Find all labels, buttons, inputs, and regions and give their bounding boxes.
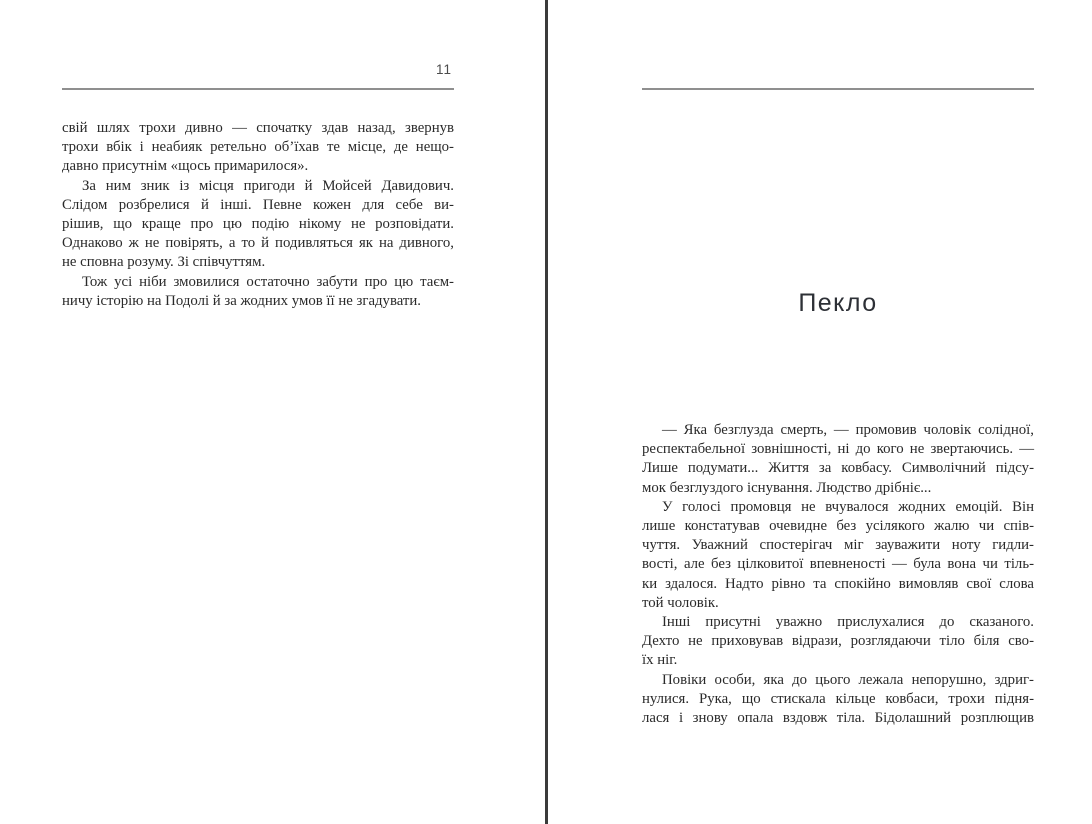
body-line: свій шлях трохи дивно — спочатку здав назад, звернув (62, 120, 454, 136)
paragraph (642, 421, 1034, 498)
body-line: Дехто не приховував відрази, розглядаючи тіло біля сво- (642, 633, 1034, 650)
page-number: 11 (435, 62, 452, 77)
paragraph (642, 498, 1034, 613)
left-page (62, 0, 454, 824)
body-line: ки здалося. Надто рівно та спокійно вимовляв свої слова (642, 575, 1034, 592)
paragraph (642, 671, 1034, 729)
body-line: Лише подумати... Життя за ковбасу. Символічний підсу- (642, 460, 1034, 477)
body-line: трохи вбік і неабияк ретельно об’їхав те місце, де нещо- (62, 139, 454, 156)
body-line: У голосі промовця не вчувалося жодних емоцій. Він (662, 498, 1034, 515)
body-line: ничу історію на Подолі й за жодних умов її не згадувати. (62, 292, 422, 309)
body-line: вості, але без цілковитої впевненості — була вона чи тіль- (642, 556, 1034, 573)
body-line: давно присутнім «щось примарилося». (62, 158, 309, 175)
body-line: той чоловік. (642, 594, 719, 611)
left-page-body (62, 119, 454, 311)
page-divider (545, 0, 548, 824)
body-line: лише констатував очевидне без усілякого жалю чи спів- (642, 518, 1034, 535)
paragraph (642, 613, 1034, 671)
body-line: За ним зник із місця пригоди й Мойсей Давидович. (82, 177, 454, 194)
body-line: лася і знову опала вздовж тіла. Бідолашний розплющив (642, 710, 1034, 727)
paragraph (62, 273, 454, 311)
body-line: не сповна розуму. Зі співчуттям. (62, 254, 266, 271)
chapter-title: Пекло (798, 289, 878, 317)
right-page (642, 0, 1034, 824)
body-line: Повіки особи, яка до цього лежала непорушно, здриг- (662, 671, 1034, 688)
body-line: Слідом розбрелися й інші. Певне кожен для себе ви- (62, 196, 454, 213)
right-page-body (642, 421, 1034, 728)
body-line: їх ніг. (642, 652, 678, 669)
body-line: — Яка безглузда смерть, — промовив чоловік солідної, (662, 422, 1034, 438)
body-line: респектабельної зовнішності, ні до кого не звертаючись. — (642, 441, 1034, 458)
paragraph (62, 119, 454, 177)
body-line: чуття. Уважний спостерігач міг зауважити ноту гидли- (642, 537, 1034, 554)
body-line: мок безглуздого існування. Людство дрібніє... (642, 479, 932, 496)
body-line: нулися. Рука, що стискала кільце ковбаси, трохи підня- (642, 690, 1034, 707)
body-line: Інші присутні уважно прислухалися до сказаного. (662, 614, 1034, 631)
header-rule (62, 88, 454, 90)
body-line: Тож усі ніби змовилися остаточно забути про цю таєм- (82, 273, 454, 290)
header-rule (642, 88, 1034, 90)
paragraph (62, 177, 454, 273)
body-line: Однаково ж не повірять, а то й подивляться як на дивного, (62, 235, 454, 252)
body-line: рішив, що краще про цю подію нікому не розповідати. (62, 216, 454, 233)
